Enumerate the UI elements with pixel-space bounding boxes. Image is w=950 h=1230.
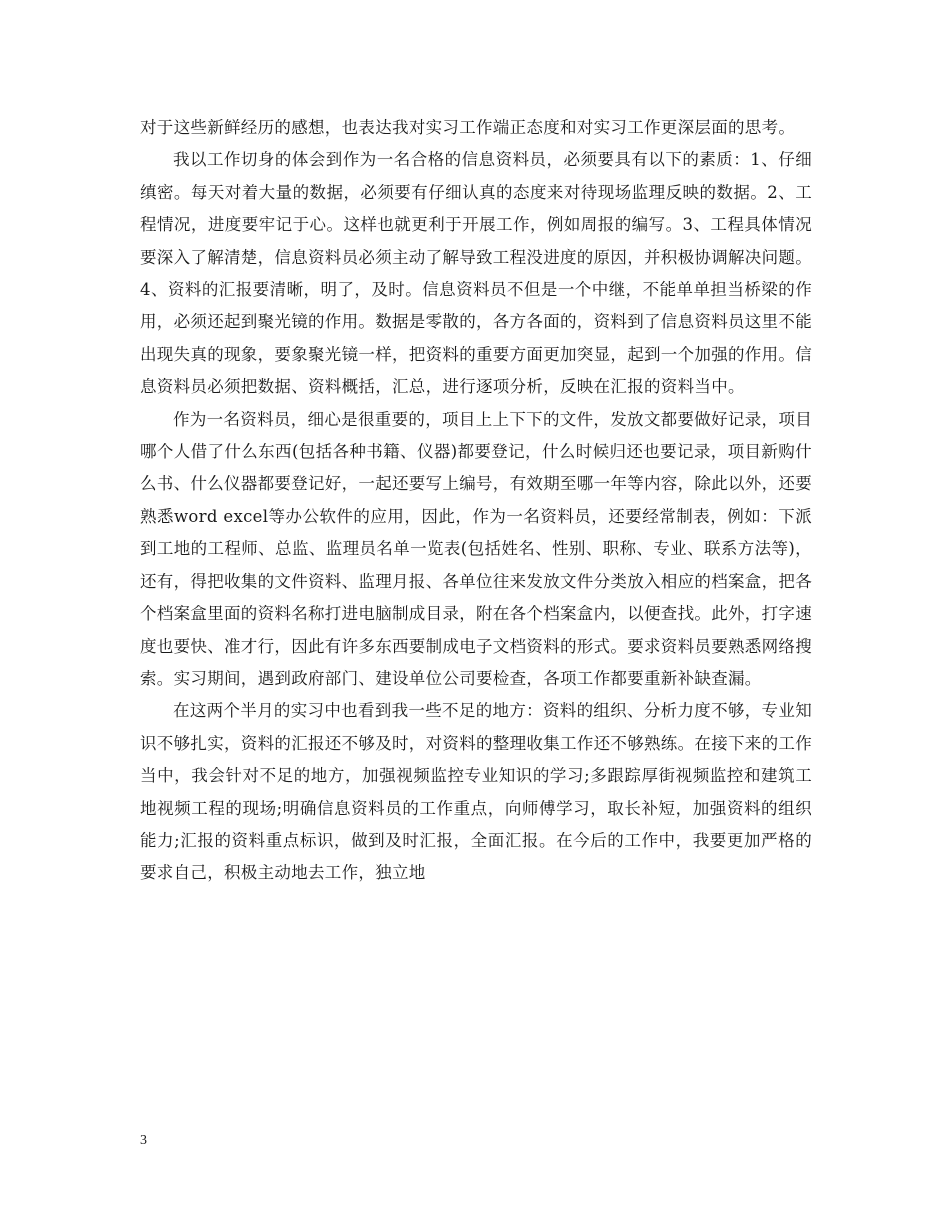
paragraph-continuation: 对于这些新鲜经历的感想，也表达我对实习工作端正态度和对实习工作更深层面的思考。	[140, 118, 796, 137]
page-number: 3	[140, 1133, 147, 1148]
paragraph-duties: 作为一名资料员，细心是很重要的，项目上上下下的文件，发放文都要做好记录，项目哪个人借了什么东西(包括各种书籍、仪器)都要登记，什么时候归还也要记录，项目新购什么书、什么仪器都要登记好，一起还要写上编号，有效期至哪一年等内容，除此以外，还要熟悉word excel等办公软件的应用，因此，作为一名资料员，还要经常制表，例如：下派到工地的工程师、总监、监理员名单一览表(包括姓名、性别、职称、专业、联系方法等)，还有，得把收集的文件资料、监理月报、各单位往来发放文件分类放入相应的档案盒，把各个档案盒里面的资料名称打进电脑制成目录，附在各个档案盒内，以便查找。此外，打字速度也要快、准才行，因此有许多东西要制成电子文档资料的形式。要求资料员要熟悉网络搜索。实习期间，遇到政府部门、建设单位公司要检查，各项工作都要重新补缺查漏。	[140, 409, 812, 688]
paragraph-shortcomings: 在这两个半月的实习中也看到我一些不足的地方：资料的组织、分析力度不够，专业知识不够扎实，资料的汇报还不够及时，对资料的整理收集工作还不够熟练。在接下来的工作当中，我会针对不足的地方，加强视频监控专业知识的学习;多跟踪厚街视频监控和建筑工地视频工程的现场;明确信息资料员的工作重点，向师傅学习，取长补短，加强资料的组织能力;汇报的资料重点标识，做到及时汇报，全面汇报。在今后的工作中，我要更加严格的要求自己，积极主动地去工作，独立地	[140, 701, 812, 883]
body-text	[140, 112, 812, 890]
paragraph-qualities: 我以工作切身的体会到作为一名合格的信息资料员，必须要具有以下的素质：1、仔细缜密。每天对着大量的数据，必须要有仔细认真的态度来对待现场监理反映的数据。2、工程情况，进度要牢记于心。这样也就更利于开展工作，例如周报的编写。3、工程具体情况要深入了解清楚，信息资料员必须主动了解导致工程没进度的原因，并积极协调解决问题。4、资料的汇报要清晰，明了，及时。信息资料员不但是一个中继，不能单单担当桥梁的作用，必须还起到聚光镜的作用。数据是零散的，各方各面的，资料到了信息资料员这里不能出现失真的现象，要象聚光镜一样，把资料的重要方面更加突显，起到一个加强的作用。信息资料员必须把数据、资料概括，汇总，进行逐项分析，反映在汇报的资料当中。	[140, 150, 812, 397]
